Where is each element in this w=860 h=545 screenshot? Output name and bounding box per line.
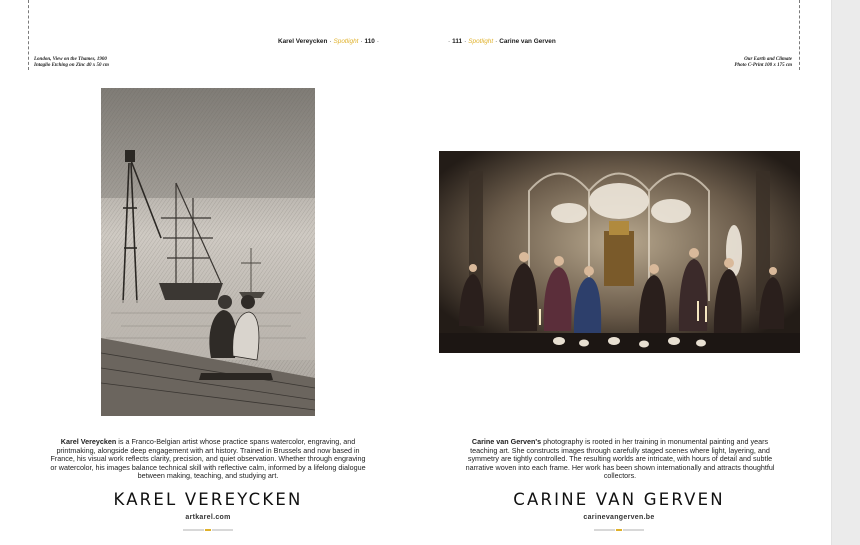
spotlight-label-left: Spotlight bbox=[333, 38, 359, 45]
artist-bio-left bbox=[49, 438, 367, 481]
page-number-right: 111 bbox=[452, 38, 463, 45]
spotlight-label-right: Spotlight bbox=[468, 38, 494, 45]
artist-bio-name-right: Carine van Gerven's bbox=[471, 437, 542, 446]
crop-guide-right bbox=[799, 0, 800, 70]
artwork-title-left: London, View on the Thames, 1900 bbox=[34, 57, 107, 62]
artist-name-heading-right: CARINE VAN GERVEN bbox=[513, 490, 725, 509]
etching-illustration bbox=[101, 88, 315, 416]
running-header-right: · 111 · Spotlight · Carine van Gerven bbox=[448, 38, 556, 45]
crop-guide-left bbox=[28, 0, 29, 70]
artist-name-heading-left: KAREL VEREYCKEN bbox=[113, 490, 303, 509]
artist-bio-text-left: is a Franco-Belgian artist whose practice spans watercolor, engraving, and printmaking, alongside deep engagement with art history. Trained in Brussels and now based in France, his visual work reflects clarity, precision, and quiet observation. Whether through engraving or watercolor, his images balance technical skill with reflective calm, informed by a lifelong dialogue between making, teaching, and studying art. bbox=[50, 437, 366, 481]
scrollbar-track[interactable] bbox=[831, 0, 860, 545]
artist-bio-right bbox=[461, 438, 779, 481]
artwork-caption-left bbox=[34, 57, 109, 70]
artwork-caption-right bbox=[734, 57, 792, 70]
header-artist-right: Carine van Gerven bbox=[499, 38, 556, 45]
artist-website-link-right[interactable]: carinevangerven.be bbox=[583, 514, 655, 521]
header-artist-left: Karel Vereycken bbox=[278, 38, 328, 45]
artist-bio-text-right: photography is rooted in her training in monumental painting and years teaching art. She constructs images through carefully staged scenes where light, layering, and symmetry are tightly controlled. The resulting worlds are intricate, with hours of detail and subtle narrative woven into each frame. Her work has been shown internationally and attracts thoughtful collectors. bbox=[465, 437, 775, 481]
artwork-title-right: Our Earth and Climate bbox=[744, 57, 792, 62]
artist-bio-name-left: Karel Vereycken bbox=[60, 437, 117, 446]
running-header-left: Karel Vereycken · Spotlight · 110 · bbox=[278, 38, 379, 45]
etching-artwork-image bbox=[101, 88, 315, 416]
ornament-rule-left bbox=[183, 529, 233, 531]
photograph-illustration bbox=[439, 151, 800, 353]
ornament-rule-right bbox=[594, 529, 644, 531]
staged-photograph-image bbox=[439, 151, 800, 353]
artwork-medium-right: Photo C-Print 100 x 175 cm bbox=[734, 63, 792, 69]
artwork-medium-left: Intaglio Etching on Zinc 40 x 50 cm bbox=[34, 63, 109, 69]
artist-website-link-left[interactable]: artkarel.com bbox=[185, 514, 231, 521]
page-number-left: 110 bbox=[364, 38, 375, 45]
